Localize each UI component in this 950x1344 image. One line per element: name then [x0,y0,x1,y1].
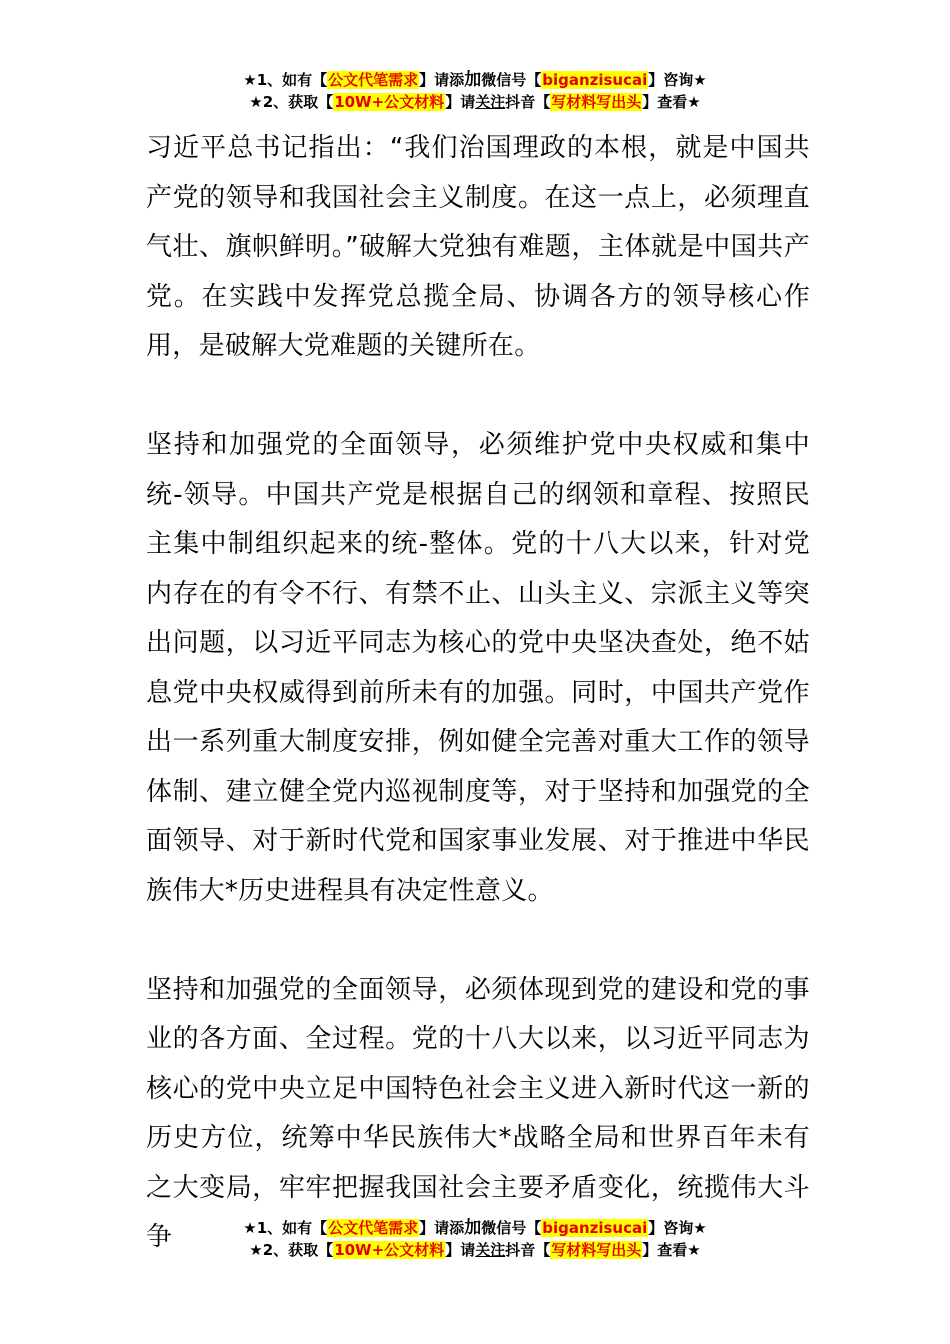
banner-line-1 [0,1217,950,1239]
banner-text-underline: 关注 [475,1241,506,1259]
banner-text: 】查看★ [642,1241,701,1259]
banner-text: 微信号【 [481,71,542,89]
highlight-service: 公文代笔需求 [328,1219,419,1237]
highlight-materials: 10W+公文材料 [334,1241,445,1259]
banner-line-2 [0,1239,950,1261]
highlight-douyin-account: 写材料写出头 [551,1241,642,1259]
highlight-douyin-account: 写材料写出头 [551,93,642,111]
banner-text: 】请添 [419,71,465,89]
banner-text: 微信号【 [481,1219,542,1237]
banner-text: 】咨询★ [648,71,707,89]
highlight-service: 公文代笔需求 [328,71,419,89]
banner-text: 】请 [445,93,476,111]
document-body [146,124,810,1263]
highlight-wechat-id: biganzisucai [542,1219,648,1237]
banner-text: 】请添 [419,1219,465,1237]
banner-text-underline: 关注 [475,93,506,111]
footer-banner [0,1217,950,1261]
banner-text: ★2、获取【 [249,1241,334,1259]
banner-text: 抖音【 [505,93,551,111]
paragraph-1: 习近平总书记指出：“我们治国理政的本根，就是中国共产党的领导和我国社会主义制度。在这一点上，必须理直气壮、旗帜鲜明。”破解大党独有难题，主体就是中国共产党。在实践中发挥党总揽全局、协调各方的领导核心作用，是破解大党难题的关键所在。 [146,133,810,361]
banner-text: ★2、获取【 [249,93,334,111]
banner-text: 】请 [445,1241,476,1259]
paragraph-3: 坚持和加强党的全面领导，必须体现到党的建设和党的事业的各方面、全过程。党的十八大以来，以习近平同志为核心的党中央立足中国特色社会主义进入新时代这一新的历史方位，统筹中华民族伟大*战略全局和世界百年未有之大变局，牢牢把握我国社会主要矛盾变化，统揽伟大斗争 [146,974,810,1252]
header-banner [0,69,950,113]
paragraph-2: 坚持和加强党的全面领导，必须维护党中央权威和集中统-领导。中国共产党是根据自己的纲领和章程、按照民主集中制组织起来的统-整体。党的十八大以来，针对党内存在的有令不行、有禁不止、山头主义、宗派主义等突出问题，以习近平同志为核心的党中央坚决查处，绝不姑息党中央权威得到前所未有的加强。同时，中国共产党作出一系列重大制度安排，例如健全完善对重大工作的领导体制、建立健全党内巡视制度等，对于坚持和加强党的全面领导、对于新时代党和国家事业发展、对于推进中华民族伟大*历史进程具有决定性意义。 [146,430,810,906]
banner-text-bold: 加 [464,70,482,90]
banner-text: ★1、如有【 [243,71,328,89]
banner-line-2 [0,91,950,113]
highlight-materials: 10W+公文材料 [334,93,445,111]
banner-line-1 [0,69,950,91]
banner-text-bold: 加 [464,1218,482,1238]
banner-text: ★1、如有【 [243,1219,328,1237]
banner-text: 】查看★ [642,93,701,111]
highlight-wechat-id: biganzisucai [542,71,648,89]
banner-text: 抖音【 [505,1241,551,1259]
banner-text: 】咨询★ [648,1219,707,1237]
